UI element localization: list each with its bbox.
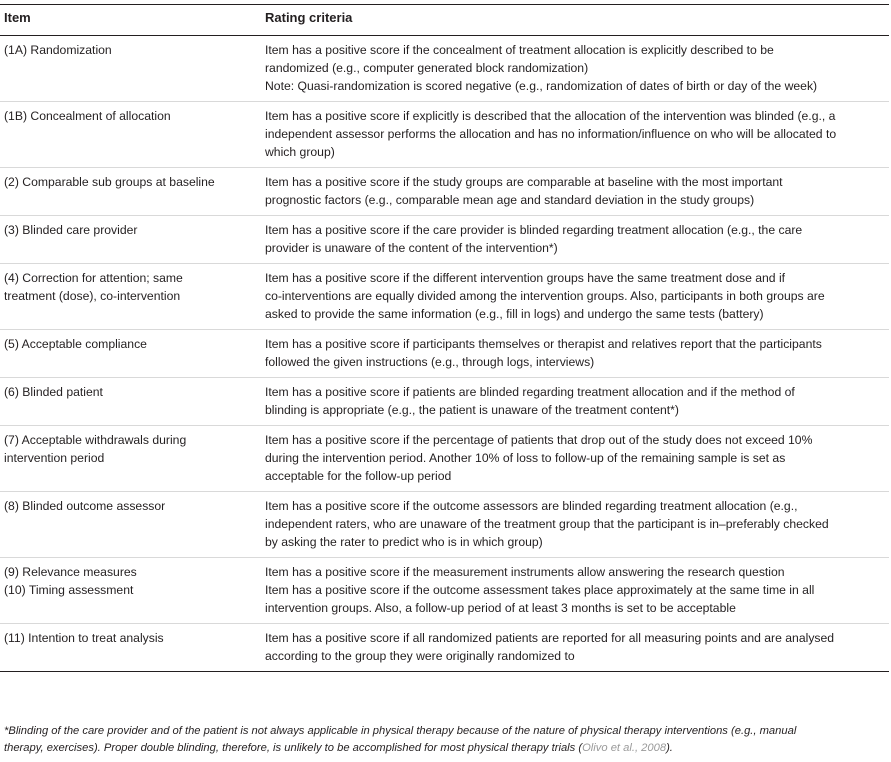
criteria-cell (255, 36, 889, 102)
criteria-text: Item has a positive score if the measurement instruments allow answering the research question (265, 565, 785, 579)
criteria-cell (255, 624, 889, 672)
item-cell (0, 492, 255, 558)
criteria-text: prognostic factors (e.g., comparable mean age and standard deviation in the study groups) (265, 193, 755, 207)
table-row (0, 426, 889, 492)
criteria-text: Item has a positive score if all randomized patients are reported for all measuring points and are analysed (265, 631, 835, 645)
table-row (0, 102, 889, 168)
criteria-text: Item has a positive score if the different intervention groups have the same treatment dose and if (265, 271, 786, 285)
item-cell (0, 102, 255, 168)
item-cell (0, 558, 255, 624)
item-cell (0, 216, 255, 264)
item-label: (1B) Concealment of allocation (4, 109, 171, 123)
criteria-text: Item has a positive score if the study groups are comparable at baseline with the most important (265, 175, 783, 189)
criteria-text: Note: Quasi-randomization is scored negative (e.g., randomization of dates of birth or day of the week) (265, 79, 818, 93)
criteria-text: during the intervention period. Another 10% of loss to follow-up of the remaining sample is set as (265, 451, 786, 465)
footnote-line-2 (4, 740, 884, 757)
criteria-text: acceptable for the follow-up period (265, 469, 452, 483)
citation-link[interactable]: Olivo et al., 2008 (582, 742, 667, 754)
item-label: (6) Blinded patient (4, 385, 103, 399)
criteria-text: followed the given instructions (e.g., through logs, interviews) (265, 355, 595, 369)
header-rating-criteria: Rating criteria (255, 5, 889, 36)
criteria-cell (255, 330, 889, 378)
header-item: Item (0, 5, 255, 36)
table-row (0, 36, 889, 102)
table-row (0, 558, 889, 624)
criteria-text: Item has a positive score if the concealment of treatment allocation is explicitly described to be (265, 43, 774, 57)
rating-criteria-table (0, 4, 889, 672)
criteria-text: co-interventions are equally divided among the intervention groups. Also, participants in both groups are (265, 289, 825, 303)
item-label: (4) Correction for attention; same (4, 271, 183, 285)
item-label: (9) Relevance measures (4, 565, 137, 579)
item-cell (0, 378, 255, 426)
table-footnote (0, 723, 884, 757)
item-label: treatment (dose), co-intervention (4, 289, 181, 303)
footnote-text: therapy, exercises). Proper double blinding, therefore, is unlikely to be accomplished for most physical therapy trials ( (4, 742, 583, 754)
criteria-cell (255, 102, 889, 168)
criteria-text: independent raters, who are unaware of the treatment group that the participant is in–preferably checked (265, 517, 829, 531)
criteria-cell (255, 378, 889, 426)
criteria-text: Item has a positive score if participants themselves or therapist and relatives report that the participants (265, 337, 822, 351)
item-cell (0, 624, 255, 672)
table-header-row (0, 5, 889, 36)
item-cell (0, 168, 255, 216)
criteria-text: Item has a positive score if the care provider is blinded regarding treatment allocation (e.g., the care (265, 223, 803, 237)
item-label: (5) Acceptable compliance (4, 337, 147, 351)
criteria-text: Item has a positive score if explicitly is described that the allocation of the intervention was blinded (e.g., a (265, 109, 836, 123)
footnote-line-1: *Blinding of the care provider and of the patient is not always applicable in physical therapy because of the nature of physical therapy interventions (e.g., manual (4, 725, 797, 737)
item-cell (0, 426, 255, 492)
criteria-text: Item has a positive score if patients are blinded regarding treatment allocation and if the method of (265, 385, 795, 399)
criteria-text: according to the group they were originally randomized to (265, 649, 575, 663)
item-label: (10) Timing assessment (4, 583, 134, 597)
item-label: (2) Comparable sub groups at baseline (4, 175, 215, 189)
criteria-cell (255, 426, 889, 492)
item-label: (3) Blinded care provider (4, 223, 138, 237)
criteria-cell (255, 558, 889, 624)
table-row (0, 168, 889, 216)
table-body (0, 36, 889, 672)
criteria-text: asked to provide the same information (e.g., fill in logs) and undergo the same tests (battery) (265, 307, 764, 321)
criteria-text: by asking the rater to predict who is in which group) (265, 535, 543, 549)
criteria-cell (255, 168, 889, 216)
table-row (0, 624, 889, 672)
criteria-text: randomized (e.g., computer generated block randomization) (265, 61, 589, 75)
item-label: (7) Acceptable withdrawals during (4, 433, 187, 447)
table-row (0, 216, 889, 264)
table-row (0, 330, 889, 378)
item-label: (8) Blinded outcome assessor (4, 499, 166, 513)
item-label: (1A) Randomization (4, 43, 112, 57)
item-cell (0, 36, 255, 102)
table-row (0, 492, 889, 558)
criteria-text: provider is unaware of the content of the intervention*) (265, 241, 558, 255)
item-cell (0, 264, 255, 330)
footnote-end: ). (666, 742, 673, 754)
item-cell (0, 330, 255, 378)
criteria-text: Item has a positive score if the percentage of patients that drop out of the study does not exceed 10% (265, 433, 813, 447)
criteria-cell (255, 216, 889, 264)
criteria-text: Item has a positive score if the outcome assessment takes place approximately at the same time in all (265, 583, 815, 597)
criteria-text: independent assessor performs the allocation and has no information/influence on who will be allocated to (265, 127, 837, 141)
table-row (0, 378, 889, 426)
criteria-text: intervention groups. Also, a follow-up period of at least 3 months is set to be acceptable (265, 601, 736, 615)
item-label: (11) Intention to treat analysis (4, 631, 164, 645)
criteria-cell (255, 264, 889, 330)
table-row (0, 264, 889, 330)
criteria-text: which group) (265, 145, 335, 159)
item-label: intervention period (4, 451, 105, 465)
criteria-cell (255, 492, 889, 558)
criteria-text: blinding is appropriate (e.g., the patient is unaware of the treatment content*) (265, 403, 679, 417)
criteria-text: Item has a positive score if the outcome assessors are blinded regarding treatment allocation (e.g., (265, 499, 798, 513)
